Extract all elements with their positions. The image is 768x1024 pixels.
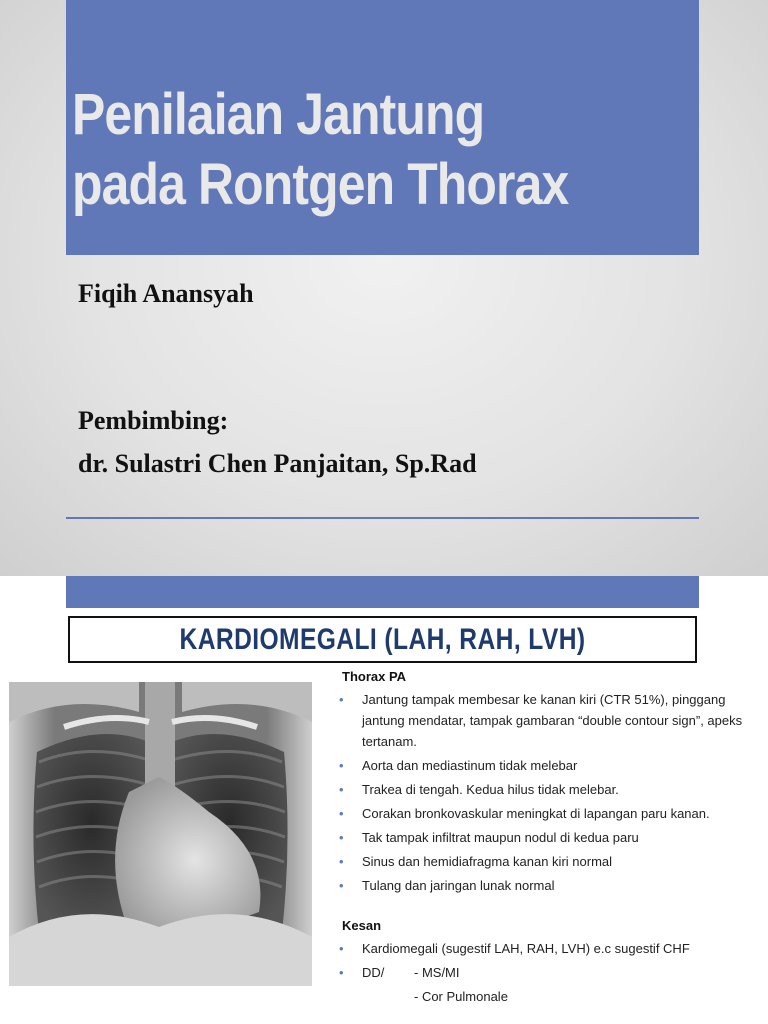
section-heading-kesan: Kesan: [342, 918, 382, 933]
bullet-icon: •: [339, 878, 344, 893]
dd-item-2: - Cor Pulmonale: [414, 989, 508, 1004]
differential-line: [362, 962, 756, 983]
findings-panel: [336, 666, 756, 1007]
title-banner: [66, 0, 699, 255]
slide-title-box: [68, 616, 697, 663]
finding-text: Tak tampak infiltrat maupun nodul di kedua paru: [362, 830, 639, 845]
slide-heading: KARDIOMEGALI (LAH, RAH, LVH): [179, 622, 586, 656]
list-item: [336, 689, 756, 752]
chest-xray-image: [9, 682, 312, 986]
list-item: [336, 827, 756, 848]
finding-text: Aorta dan mediastinum tidak melebar: [362, 758, 578, 773]
bullet-icon: •: [339, 965, 344, 980]
bullet-icon: •: [339, 854, 344, 869]
finding-text: Trakea di tengah. Kedua hilus tidak melebar.: [362, 782, 619, 797]
list-item: [336, 851, 756, 872]
supervisor-label: Pembimbing:: [78, 406, 229, 435]
list-item: [336, 803, 756, 824]
bullet-icon: •: [339, 941, 344, 956]
content-slide: [0, 576, 768, 1024]
dd-label: DD/: [362, 965, 385, 980]
finding-text: Tulang dan jaringan lunak normal: [362, 878, 555, 893]
finding-text: Jantung tampak membesar ke kanan kiri (CTR 51%), pinggang jantung mendatar, tampak gambaran “double contour sign”, apeks tertanam.: [362, 692, 743, 749]
list-item: [336, 875, 756, 896]
finding-text: Corakan bronkovaskular meningkat di lapangan paru kanan.: [362, 806, 710, 821]
finding-text: Sinus dan hemidiafragma kanan kiri normal: [362, 854, 613, 869]
section-heading-thorax: Thorax PA: [342, 669, 407, 684]
divider-line: [66, 517, 699, 519]
findings-list: [336, 689, 756, 896]
list-item: [336, 755, 756, 776]
bullet-icon: •: [339, 692, 344, 707]
header-bar: [66, 576, 699, 608]
impression-list: [336, 938, 756, 983]
title-line-1: Penilaian Jantung: [72, 82, 485, 147]
bullet-icon: •: [339, 830, 344, 845]
author-name: Fiqih Anansyah: [78, 279, 254, 308]
supervisor-name: dr. Sulastri Chen Panjaitan, Sp.Rad: [78, 449, 477, 478]
bullet-icon: •: [339, 758, 344, 773]
bullet-icon: •: [339, 782, 344, 797]
title-line-2: pada Rontgen Thorax: [72, 152, 569, 217]
slide-title: [72, 80, 610, 220]
bullet-icon: •: [339, 806, 344, 821]
impression-text: Kardiomegali (sugestif LAH, RAH, LVH) e.c sugestif CHF: [362, 941, 690, 956]
list-item: [336, 779, 756, 800]
dd-item: - MS/MI: [414, 965, 460, 980]
list-item: [336, 938, 756, 959]
list-item: [336, 962, 756, 983]
